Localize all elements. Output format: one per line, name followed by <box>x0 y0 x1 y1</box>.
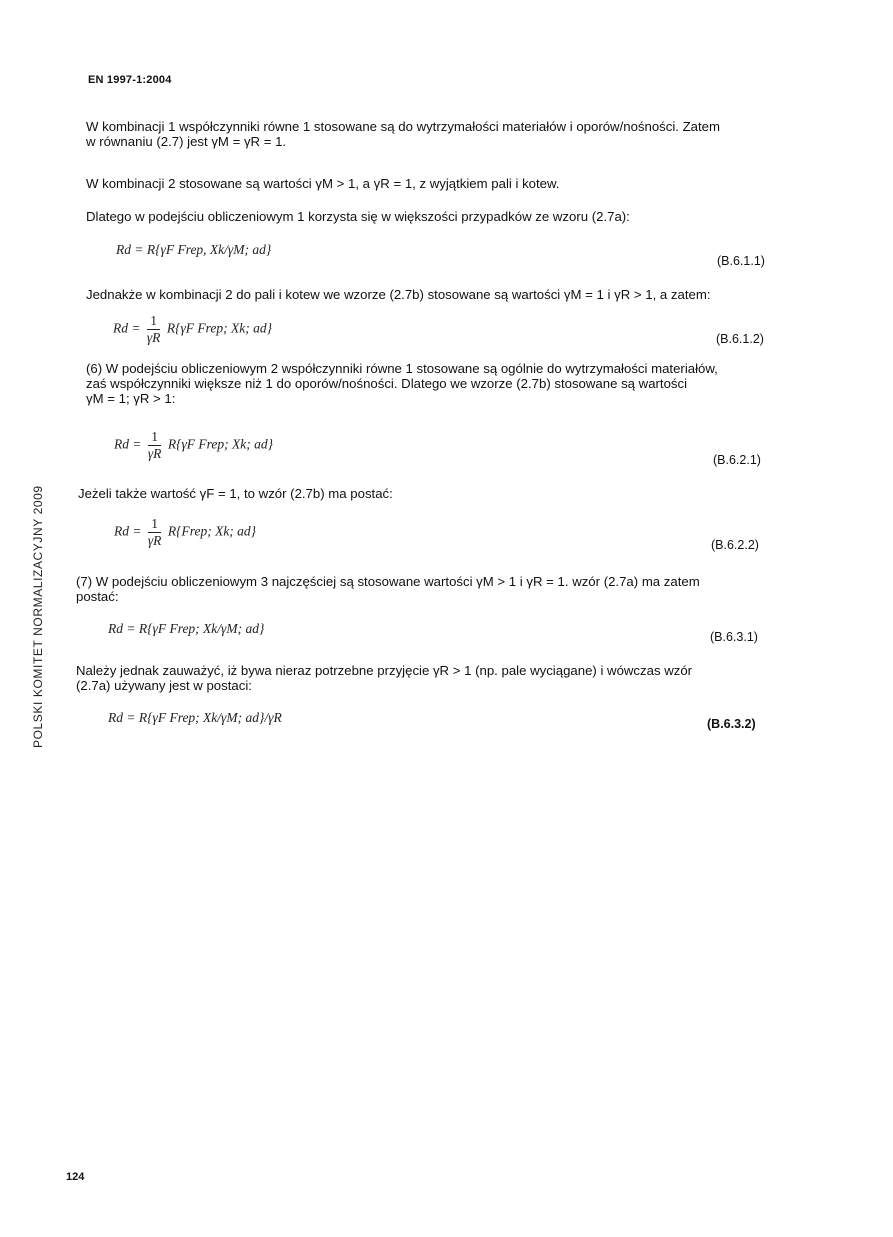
paragraph-line: w równaniu (2.7) jest γM = γR = 1. <box>86 134 287 149</box>
document-header: EN 1997-1:2004 <box>88 74 172 86</box>
fraction <box>148 429 162 462</box>
paragraph-gamma-f: Jeżeli także wartość γF = 1, to wzór (2.7b) ma postać: <box>78 486 393 501</box>
paragraph-approach-3 <box>76 574 776 604</box>
equation-label: (B.6.3.1) <box>710 630 758 644</box>
paragraph-line: γM = 1; γR > 1: <box>86 391 176 406</box>
paragraph-line: (2.7a) używany jest w postaci: <box>76 678 252 693</box>
paragraph-approach-2 <box>86 361 786 406</box>
equation-label: (B.6.2.1) <box>713 453 761 467</box>
paragraph-line: (7) W podejściu obliczeniowym 3 najczęściej są stosowane wartości γM > 1 i γR = 1. wzór (2.7a) ma zatem <box>76 574 700 589</box>
vertical-watermark: POLSKI KOMITET NORMALIZACYJNY 2009 <box>31 485 45 748</box>
equation-b611: Rd = R{γF Frep, Xk/γM; ad} <box>116 242 272 257</box>
equation-label: (B.6.1.1) <box>717 254 765 268</box>
equation-lhs: Rd = <box>114 523 142 539</box>
fraction-denominator: γR <box>147 533 162 548</box>
equation-b632: Rd = R{γF Frep; Xk/γM; ad}/γR <box>108 710 282 725</box>
fraction-denominator: γR <box>146 330 161 345</box>
equation-b631: Rd = R{γF Frep; Xk/γM; ad} <box>108 621 265 636</box>
equation-label: (B.6.1.2) <box>716 332 764 346</box>
paragraph-combination-1 <box>86 119 786 149</box>
equation-rhs: R{γF Frep; Xk; ad} <box>166 320 273 336</box>
equation-lhs: Rd = <box>114 436 142 452</box>
paragraph-line: zaś współczynniki większe niż 1 do oporów/nośności. Dlatego we wzorze (2.7b) stosowane są wartości <box>86 376 688 391</box>
equation-b622 <box>114 516 256 549</box>
equation-rhs: R{Frep; Xk; ad} <box>167 523 257 539</box>
equation-label: (B.6.3.2) <box>707 717 756 731</box>
page-number: 124 <box>66 1171 85 1183</box>
paragraph-combination-2: W kombinacji 2 stosowane są wartości γM > 1, a γR = 1, z wyjątkiem pali i kotew. <box>86 176 560 191</box>
fraction-numerator: 1 <box>148 516 162 533</box>
paragraph-line: (6) W podejściu obliczeniowym 2 współczynniki równe 1 stosowane są ogólnie do wytrzymałości materiałów, <box>86 361 718 376</box>
fraction-numerator: 1 <box>147 313 161 330</box>
paragraph-line: W kombinacji 1 współczynniki równe 1 stosowane są do wytrzymałości materiałów i oporów/nośności. Zatem <box>86 119 720 134</box>
fraction <box>148 516 162 549</box>
paragraph-piles-anchors: Jednakże w kombinacji 2 do pali i kotew we wzorze (2.7b) stosowane są wartości γM = 1 i γR > 1, a zatem: <box>86 287 711 302</box>
equation-label: (B.6.2.2) <box>711 538 759 552</box>
fraction-numerator: 1 <box>148 429 162 446</box>
paragraph-note <box>76 663 776 693</box>
equation-rhs: R{γF Frep; Xk; ad} <box>167 436 274 452</box>
fraction <box>147 313 161 346</box>
equation-b612 <box>113 313 272 346</box>
paragraph-approach-1: Dlatego w podejściu obliczeniowym 1 korzysta się w większości przypadków ze wzoru (2.7a): <box>86 209 630 224</box>
paragraph-line: Należy jednak zauważyć, iż bywa nieraz potrzebne przyjęcie γR > 1 (np. pale wyciągane) i wówczas wzór <box>76 663 693 678</box>
equation-lhs: Rd = <box>113 320 141 336</box>
fraction-denominator: γR <box>147 446 162 461</box>
equation-b621 <box>114 429 273 462</box>
paragraph-line: postać: <box>76 589 119 604</box>
